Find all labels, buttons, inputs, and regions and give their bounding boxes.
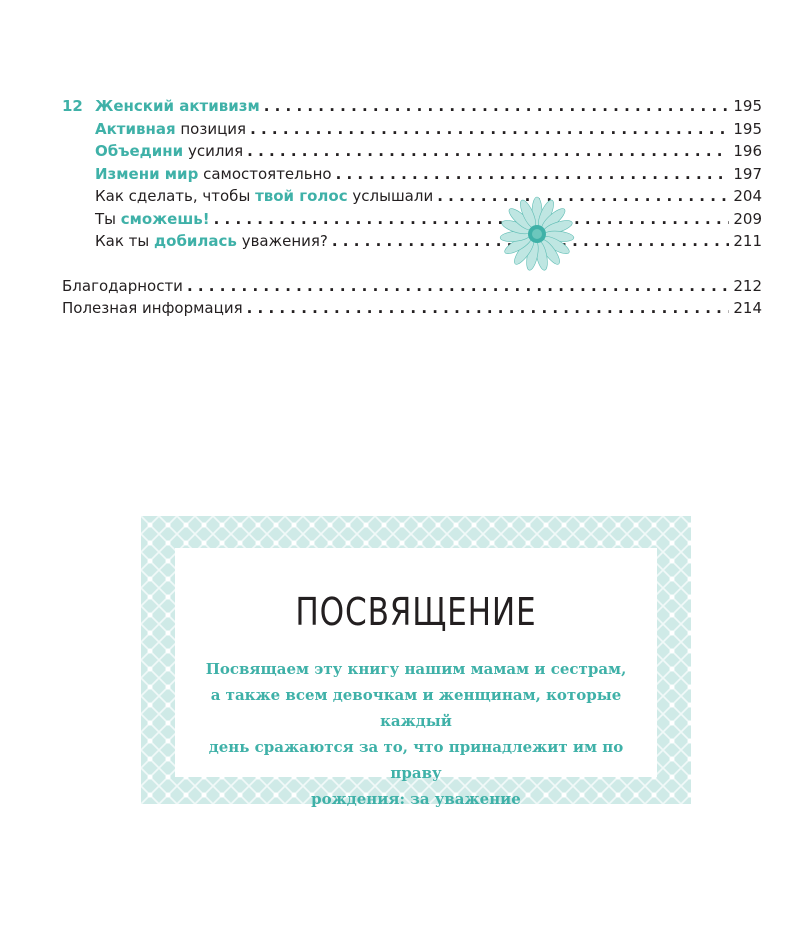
daisy-flower-icon <box>497 196 577 272</box>
page-number: 204 <box>733 187 762 205</box>
toc-item-highlight: Измени мир <box>95 164 199 183</box>
toc-item-text: Благодарности <box>62 276 183 295</box>
toc-item-highlight: добилась <box>154 232 237 250</box>
toc-item-text: Как сделать, чтобы <box>95 187 256 205</box>
toc-item[interactable] <box>62 118 762 141</box>
toc-item-text: Полезная информация <box>62 299 243 317</box>
dedication-title: ПОСВЯЩЕНИЕ <box>295 590 537 634</box>
toc-item[interactable] <box>62 230 762 253</box>
toc-item-text: уважения? <box>236 232 328 250</box>
table-of-contents <box>62 95 762 320</box>
dot-leader <box>336 163 730 186</box>
page-number: 195 <box>733 119 762 138</box>
toc-item-highlight: Объедини <box>95 142 184 160</box>
dot-leader <box>437 185 729 208</box>
toc-item[interactable] <box>62 163 762 186</box>
toc-item[interactable] <box>62 185 762 208</box>
dedication-line: Посвящаем эту книгу нашим мамам и сестрам, <box>205 660 627 678</box>
toc-item-text: Как ты <box>95 232 155 250</box>
page-number: 212 <box>733 276 762 295</box>
toc-item-text: усилия <box>183 142 244 160</box>
toc-item[interactable] <box>62 140 762 163</box>
toc-chapter-12[interactable] <box>62 95 762 118</box>
toc-item-useful-info[interactable] <box>62 297 762 320</box>
dot-leader <box>214 208 730 231</box>
dot-leader <box>247 297 730 320</box>
page-number: 196 <box>733 142 762 160</box>
dedication-line: а также всем девочкам и женщинам, которые каждый <box>210 686 622 730</box>
dedication-line: рождения: за уважение <box>311 790 521 808</box>
chapter-number: 12 <box>62 97 83 115</box>
toc-item-highlight: Активная <box>95 119 176 138</box>
toc-item-acknowledgements[interactable] <box>62 275 762 298</box>
dedication-card <box>141 516 691 808</box>
page-number: 197 <box>733 164 762 183</box>
toc-item-text: самостоятельно <box>198 164 332 183</box>
toc-item-highlight: сможешь! <box>120 209 210 228</box>
toc-item-text: услышали <box>347 187 434 205</box>
toc-item[interactable] <box>62 208 762 231</box>
dedication-panel <box>175 548 657 808</box>
dedication-text <box>196 656 636 812</box>
chapter-title: Женский активизм <box>95 97 260 115</box>
page-number: 211 <box>733 232 762 250</box>
dot-leader <box>250 118 729 141</box>
page-number: 214 <box>733 299 762 317</box>
toc-item-text: Ты <box>95 209 121 228</box>
toc-item-highlight: твой голос <box>255 187 348 205</box>
dot-leader <box>187 275 729 298</box>
dedication-line: день сражаются за то, что принадлежит им по праву <box>208 738 624 782</box>
page-number: 195 <box>733 97 762 115</box>
page-number: 209 <box>733 209 762 228</box>
dot-leader <box>264 95 730 118</box>
toc-item-text: позиция <box>175 119 247 138</box>
dot-leader <box>247 140 729 163</box>
